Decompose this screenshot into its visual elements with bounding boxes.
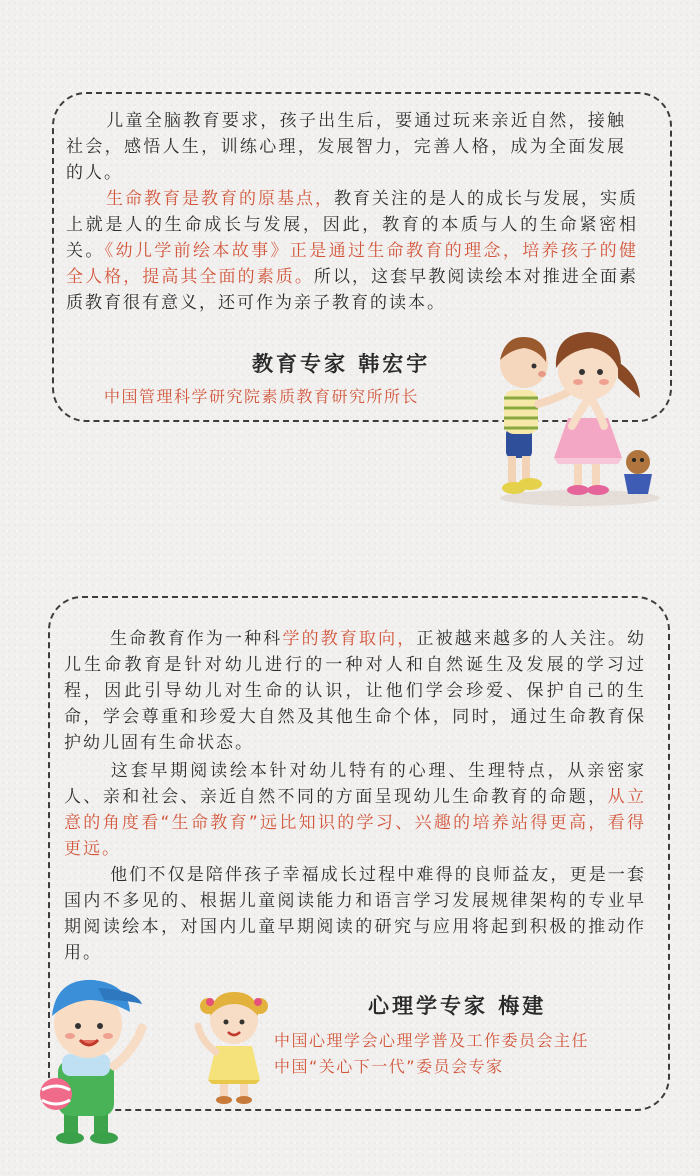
card2-p1-highlight: 学的教育取向， — [282, 629, 417, 649]
card2-p3-text: 他们不仅是陪伴孩子幸福成长过程中难得的良师益友，更是一套国内不多见的、根据儿童阅读能力和语言学习发展规律架构的专业早期阅读绘本，对国内儿童早期阅读的研究与应用将起到积极的推动作用。 — [64, 865, 646, 963]
card2-p1-text-2: 正被越来越多的人关注。幼儿生命教育是针对幼儿进行的一种对人和自然诞生及发展的学习过程，因此引导幼儿对生命的认识，让他们学会珍爱、保护自己的生命，学会尊重和珍爱大自然及其他生命个体，同时，通过生命教育保护幼儿固有生命状态。 — [64, 629, 647, 753]
card1-p2-highlight-2: 《幼儿学前绘本故事》正是通过生命教育的理念，培养孩子的健全人格，提高其全面的素质。 — [66, 241, 639, 287]
card1-p2-highlight-1: 生命教育是教育的原基点， — [106, 189, 334, 209]
card1-p1-text: 儿童全脑教育要求，孩子出生后，要通过玩来亲近自然，接触社会，感悟人生，训练心理，发展智力，完善人格，成为全面发展的人。 — [66, 111, 626, 183]
card2-signature-name: 心理学专家 梅建 — [368, 994, 547, 1018]
card1-paragraph-2 — [66, 186, 638, 316]
girl-with-pigtails-illustration — [190, 980, 280, 1110]
card2-p2-text: 这套早期阅读绘本针对幼儿特有的心理、生理特点，从亲密家人、亲和社会、亲近自然不同的方面呈现幼儿生命教育的命题， — [64, 761, 646, 807]
card2-signature-title-1: 中国心理学会心理学普及工作委员会主任 — [274, 1031, 590, 1050]
kids-kissing-illustration — [488, 318, 668, 508]
card2-p2-highlight: 从立意的角度看“生命教育”远比知识的学习、兴趣的培养站得更高，看得更远。 — [64, 787, 647, 859]
card2-paragraph-1 — [64, 626, 646, 756]
card1-paragraph-1 — [66, 108, 626, 186]
card1-signature-title: 中国管理科学研究院素质教育研究所所长 — [104, 387, 420, 406]
card2-paragraph-2 — [64, 758, 646, 862]
boy-with-ball-illustration — [38, 970, 158, 1150]
card1-p2-text-2: 所以，这套早教阅读绘本对推进全面素质教育很有意义，还可作为亲子教育的读本。 — [66, 267, 639, 313]
card1-p2-text-1: 教育关注的是人的成长与发展，实质上就是人的生命成长与发展，因此，教育的本质与人的生命紧密相关。 — [66, 189, 638, 261]
card2-signature-title-2: 中国“关心下一代”委员会专家 — [274, 1057, 504, 1076]
card1-signature-name: 教育专家 韩宏宇 — [252, 352, 431, 376]
card2-paragraph-3 — [64, 862, 646, 966]
card2-p1-text-1: 生命教育作为一种科 — [110, 629, 283, 649]
